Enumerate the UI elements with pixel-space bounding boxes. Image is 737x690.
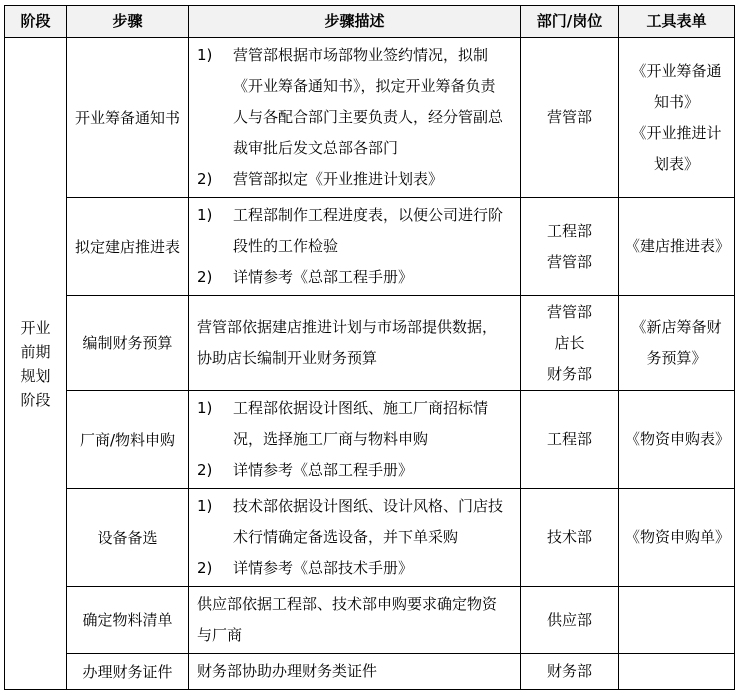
item-number: 2) [197,170,213,188]
table-row [5,489,735,587]
tool-cell [619,489,735,587]
tool-form-name: 《物资申购单》 [625,528,731,546]
tool-form-name: 《开业推进计划表》 [631,123,722,173]
item-text: 营管部拟定《开业推进计划表》 [233,170,444,188]
stage-cell [5,38,67,690]
step-label: 设备备选 [97,528,158,547]
item-text: 营管部根据市场部物业签约情况，拟制《开业筹备通知书》，拟定开业筹备负责人与各配合部门主要负责人，经分管副总裁审批后发文总部各部门 [233,46,504,157]
tool-cell [619,391,735,489]
item-text: 工程部依据设计图纸、施工厂商招标情况，选择施工厂商与物料申购 [233,399,489,448]
description-item [197,455,510,486]
department-name: 店长 [554,333,585,352]
description-item [197,164,510,195]
description-cell [189,489,521,587]
tool-cell [619,38,735,198]
table-row [5,587,735,654]
step-cell [67,296,189,391]
department-name: 营管部 [546,252,592,271]
step-label: 开业筹备通知书 [75,108,181,127]
description-item [197,40,510,164]
step-cell [67,198,189,296]
department-cell [521,489,619,587]
item-number: 2) [197,268,213,286]
tool-cell [619,587,735,654]
department-name: 工程部 [546,221,592,240]
tool-form-name: 《新店筹备财务预算》 [631,318,722,367]
department-cell [521,296,619,391]
header-row [5,6,735,38]
item-text: 详情参考《总部工程手册》 [233,461,414,479]
step-label: 办理财务证件 [82,662,173,681]
department-name: 技术部 [546,528,592,546]
department-name: 营管部 [546,302,592,321]
item-number: 1) [197,497,213,515]
description-text: 营管部依据建店推进计划与市场部提供数据，协助店长编制开业财务预算 [197,318,498,367]
header-tools: 工具表单 [619,6,735,38]
tool-cell [619,198,735,296]
item-number: 1) [197,206,213,224]
header-stage: 阶段 [5,6,67,38]
header-step: 步骤 [67,6,189,38]
department-name: 工程部 [546,430,592,448]
step-label: 拟定建店推进表 [75,237,181,256]
department-cell [521,198,619,296]
step-label: 确定物料清单 [82,611,173,629]
description-item [197,393,510,455]
department-cell [521,587,619,654]
item-number: 1) [197,399,213,417]
description-item [197,200,510,262]
department-name: 财务部 [546,364,592,383]
tool-form-name: 《开业筹备通知书》 [631,61,722,111]
header-department: 部门/岗位 [521,6,619,38]
department-name: 营管部 [546,108,592,126]
department-name: 财务部 [546,662,592,680]
item-text: 详情参考《总部工程手册》 [233,268,414,286]
description-cell [189,587,521,654]
table-body [5,38,735,690]
stage-label: 开业前期规划阶段 [20,318,51,409]
description-cell [189,296,521,391]
procedure-table [4,5,735,690]
item-number: 2) [197,559,213,577]
description-item [197,491,510,553]
department-cell [521,38,619,198]
item-text: 工程部制作工程进度表，以便公司进行阶段性的工作检验 [233,206,504,255]
header-description: 步骤描述 [189,6,521,38]
item-text: 详情参考《总部技术手册》 [233,559,414,577]
description-cell [189,391,521,489]
step-cell [67,391,189,489]
description-item [197,262,510,293]
tool-form-name: 《物资申购表》 [625,430,731,448]
table-row [5,391,735,489]
description-text: 供应部依据工程部、技术部申购要求确定物资与厂商 [197,595,498,644]
description-text: 财务部协助办理财务类证件 [197,662,378,680]
step-cell [67,587,189,654]
department-name: 供应部 [546,610,592,629]
description-cell [189,38,521,198]
table-row [5,296,735,391]
item-number: 2) [197,461,213,479]
tool-form-name: 《建店推进表》 [625,237,731,255]
tool-cell [619,296,735,391]
step-cell [67,38,189,198]
description-cell [189,198,521,296]
step-cell [67,489,189,587]
item-number: 1) [197,46,213,64]
table-row [5,38,735,198]
table-row [5,198,735,296]
department-cell [521,391,619,489]
step-label: 厂商/物料申购 [79,430,176,449]
description-item [197,553,510,584]
step-label: 编制财务预算 [82,334,173,352]
item-text: 技术部依据设计图纸、设计风格、门店技术行情确定备选设备，并下单采购 [233,497,504,546]
